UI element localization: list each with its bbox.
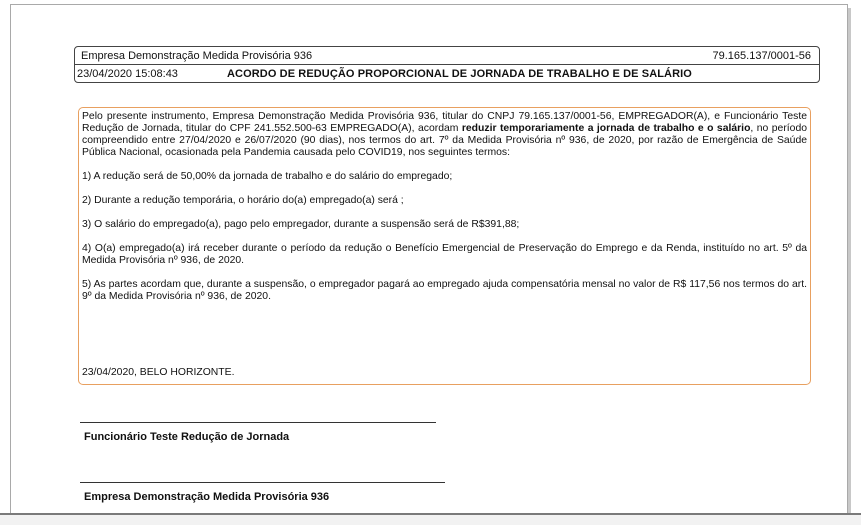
intro-text-2: , no período compreendido entre 27/04/2020 e 26/07/2020 (90 dias), nos termos do art. 7º da Medida Provisória nº 936, de 2020, por razão de Emergência de Saúde Pública Nacional, ocasionada pela Pandemia causada pelo COVID19, nos seguintes termos: <box>82 123 807 158</box>
header-company: Empresa Demonstração Medida Provisória 936 <box>81 50 313 62</box>
closing-place-date: 23/04/2020, BELO HORIZONTE. <box>82 367 235 378</box>
document-header <box>74 46 820 83</box>
clause-5: 5) As partes acordam que, durante a suspensão, o empregador pagará ao empregado ajuda compensatória mensal no valor de R$ 117,56 nos termos do art. 9º da Medida Provisória nº 936, de 2020. <box>82 279 807 302</box>
document-title: ACORDO DE REDUÇÃO PROPORCIONAL DE JORNADA DE TRABALHO E DE SALÁRIO <box>227 68 692 80</box>
intro-paragraph <box>82 111 807 159</box>
viewer-bottom-bar <box>0 513 861 525</box>
employee-signature-name: Funcionário Teste Redução de Jornada <box>84 431 290 443</box>
intro-text-1: Pelo presente instrumento, Empresa Demonstração Medida Provisória 936, titular do CNPJ 79.165.137/0001-56, EMPREGADOR(A), e Funcionário Teste Redução de Jornada, titular do CPF 241.552.500-63 EMPREGADO(A), acordam <box>82 111 807 134</box>
header-cnpj: 79.165.137/0001-56 <box>712 50 811 62</box>
clause-2: 2) Durante a redução temporária, o horário do(a) empregado(a) será ; <box>82 195 404 206</box>
header-datetime: 23/04/2020 15:08:43 <box>77 68 178 80</box>
agreement-body <box>78 107 811 385</box>
employer-signature-line <box>80 482 445 483</box>
employer-signature-name: Empresa Demonstração Medida Provisória 936 <box>84 491 330 503</box>
clause-1: 1) A redução será de 50,00% da jornada de trabalho e do salário do empregado; <box>82 171 453 182</box>
clause-4: 4) O(a) empregado(a) irá receber durante o período da redução o Benefício Emergencial de Preservação do Emprego e da Renda, instituído no art. 5º da Medida Provisória nº 936, de 2020. <box>82 243 807 266</box>
header-divider <box>75 64 819 65</box>
intro-bold-text: reduzir temporariamente a jornada de trabalho e o salário <box>461 123 751 134</box>
employee-signature-line <box>80 422 436 423</box>
page-shadow <box>848 8 851 513</box>
clause-3: 3) O salário do empregado(a), pago pelo empregador, durante a suspensão será de R$391,88; <box>82 219 520 230</box>
